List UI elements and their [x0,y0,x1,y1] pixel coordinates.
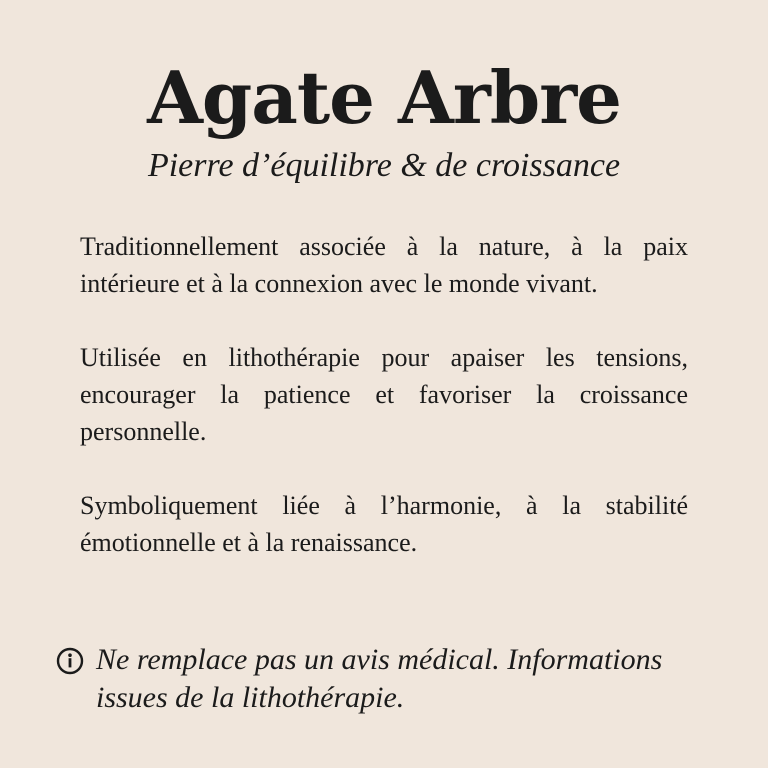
description-paragraph-1: Traditionnellement associée à la nature, à la paix intérieure et à la connexion avec le monde vivant. [80,232,688,298]
info-circle-icon [56,647,84,675]
description-body [80,228,688,598]
description-paragraph-3: Symboliquement liée à l’harmonie, à la stabilité émotionnelle et à la renaissance. [80,491,688,557]
disclaimer-row [56,641,716,717]
description-paragraph-2: Utilisée en lithothérapie pour apaiser les tensions, encourager la patience et favoriser la croissance personnelle. [80,343,688,446]
medical-disclaimer: Ne remplace pas un avis médical. Informations issues de la lithothérapie. [96,643,663,714]
page-subtitle: Pierre d’équilibre & de croissance [147,147,621,184]
page-title: Agate Arbre [147,55,621,140]
